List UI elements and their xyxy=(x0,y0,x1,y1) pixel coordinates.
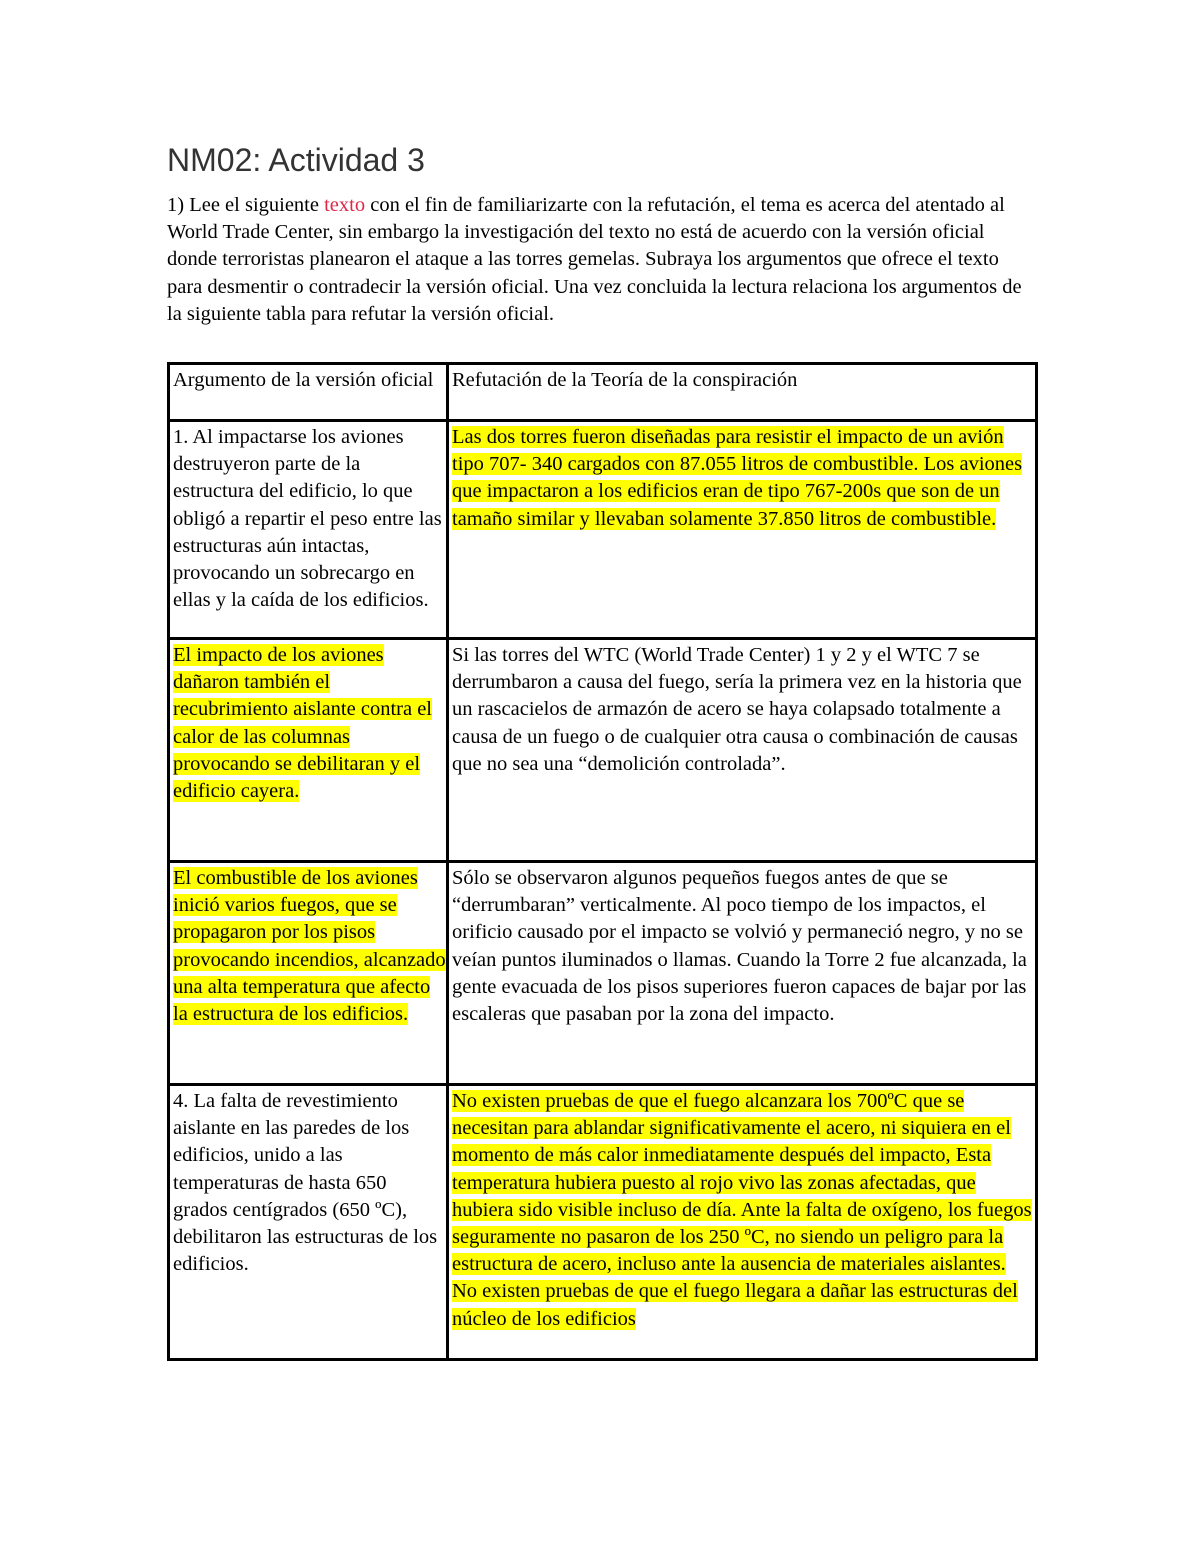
argument-text-highlighted: El combustible de los aviones inició varios fuegos, que se propagaron por los pisos provocando incendios, alcanzado una alta temperatura que afecto la estructura de los edificios. xyxy=(173,867,446,1026)
refutation-cell xyxy=(448,421,1037,639)
argument-text-highlighted: El impacto de los aviones dañaron también el recubrimiento aislante contra el calor de las columnas provocando se debilitaran y el edificio cayera. xyxy=(173,644,432,803)
refutation-text-highlighted: No existen pruebas de que el fuego alcanzara los 700ºC que se necesitan para ablandar significativamente el acero, ni siquiera en el momento de más calor inmediatamente después del impacto, Esta temperatura hubiera puesto al rojo vivo las zonas afectadas, que hubiera sido visible incluso de día. Ante la falta de oxígeno, los fuegos seguramente no pasaron de los 250 ºC, no siendo un peligro para la estructura de acero, incluso ante la ausencia de materiales aislantes. No existen pruebas de que el fuego llegara a dañar las estructuras del núcleo de los edificios xyxy=(452,1090,1032,1330)
table-row xyxy=(169,421,1037,639)
argument-text: 4. La falta de revestimiento aislante en las paredes de los edificios, unido a las temperaturas de hasta 650 grados centígrados (650 ºC), debilitaron las estructuras de los edificios. xyxy=(173,1090,438,1276)
header-conspiracy-refutation xyxy=(448,364,1037,421)
texto-link[interactable]: texto xyxy=(324,194,366,216)
argument-cell xyxy=(169,1085,448,1360)
instructions-text-start: 1) Lee el siguiente xyxy=(167,194,325,216)
refutation-cell xyxy=(448,862,1037,1085)
refutation-text: Si las torres del WTC (World Trade Center) 1 y 2 y el WTC 7 se derrumbaron a causa del fuego, sería la primera vez en la historia que un rascacielos de armazón de acero se haya colapsado totalmente a causa de un fuego o de cualquier otra causa o combinación de causas que no sea una “demolición controlada”. xyxy=(452,644,1022,775)
refutation-table xyxy=(167,362,1038,1361)
table-header-row xyxy=(169,364,1037,421)
argument-cell xyxy=(169,862,448,1085)
header-official-argument xyxy=(169,364,448,421)
header-official-argument-label: Argumento de la versión oficial xyxy=(173,369,434,392)
refutation-cell xyxy=(448,1085,1037,1360)
document-title: NM02: Actividad 3 xyxy=(167,142,425,178)
refutation-text-highlighted: Las dos torres fueron diseñadas para resistir el impacto de un avión tipo 707- 340 cargados con 87.055 litros de combustible. Los aviones que impactaron a los edificios eran de tipo 767-200s que son de un tamaño similar y llevaban solamente 37.850 litros de combustible. xyxy=(452,426,1023,530)
table-row xyxy=(169,862,1037,1085)
argument-text: 1. Al impactarse los aviones destruyeron parte de la estructura del edificio, lo que obligó a repartir el peso entre las estructuras aún intactas, provocando un sobrecargo en ellas y la caída de los edificios. xyxy=(173,426,442,612)
refutation-cell xyxy=(448,639,1037,862)
instructions-text-end: con el fin de familiarizarte con la refutación, el tema es acerca del atentado al World Trade Center, sin embargo la investigación del texto no está de acuerdo con la versión oficial donde terroristas planearon el ataque a las torres gemelas. Subraya los argumentos que ofrece el texto para desmentir o contradecir la versión oficial. Una vez concluida la lectura relaciona los argumentos de la siguiente tabla para refutar la versión oficial. xyxy=(167,194,1022,325)
document-page xyxy=(167,138,1035,1361)
refutation-text: Sólo se observaron algunos pequeños fuegos antes de que se “derrumbaran” verticalmente. Al poco tiempo de los impactos, el orificio causado por el impacto se volvió y permaneció negro, y no se veían puntos iluminados o llamas. Cuando la Torre 2 fue alcanzada, la gente evacuada de los pisos superiores fueron capaces de bajar por las escaleras que pasaban por la zona del impacto. xyxy=(452,867,1027,1026)
argument-cell xyxy=(169,421,448,639)
table-row xyxy=(169,1085,1037,1360)
header-conspiracy-refutation-label: Refutación de la Teoría de la conspiración xyxy=(452,369,798,392)
instructions-paragraph xyxy=(167,192,1035,328)
argument-cell xyxy=(169,639,448,862)
table-row xyxy=(169,639,1037,862)
